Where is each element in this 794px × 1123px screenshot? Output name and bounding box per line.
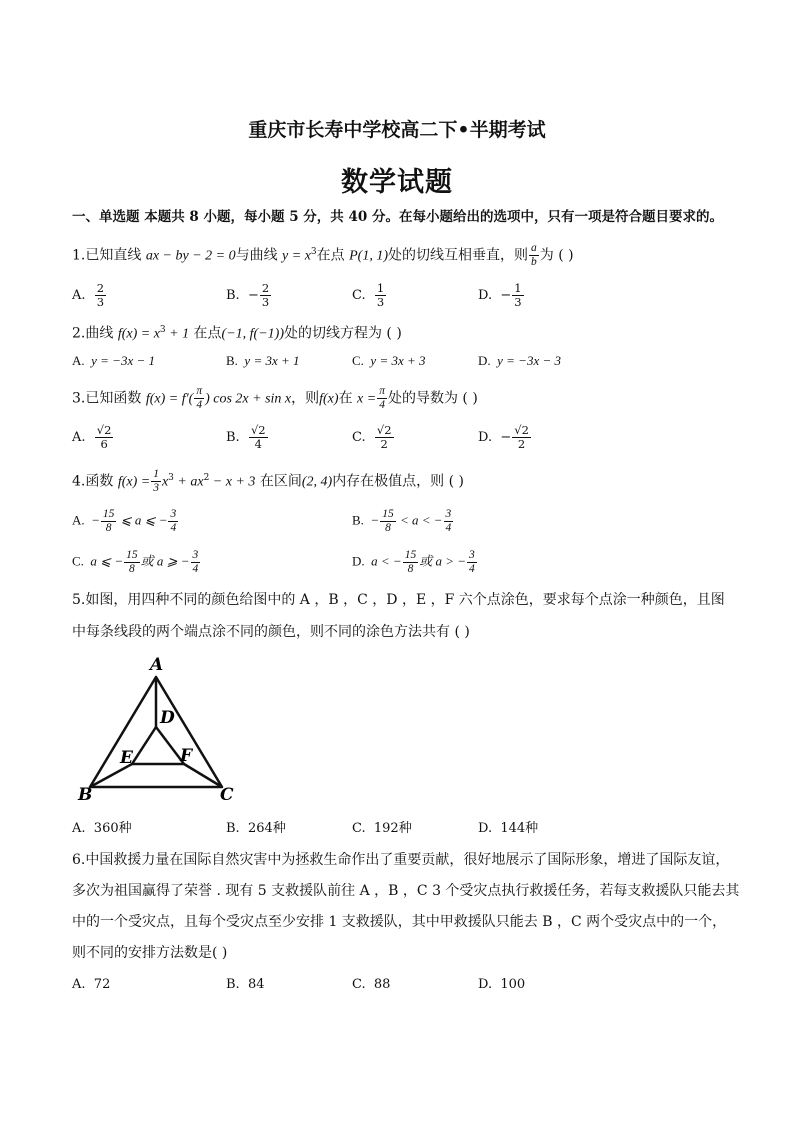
q5-option-b[interactable]: B. 264种	[226, 821, 286, 836]
q1-option-d[interactable]: D. − $\frac{1}{3}$	[478, 281, 522, 309]
q3-option-d[interactable]: D. − $\frac{√2}{2}$	[478, 423, 529, 451]
q6-option-b[interactable]: B. 84	[226, 977, 265, 992]
q3-option-c[interactable]: C. $\frac{√2}{2}$	[352, 423, 392, 451]
question-5: 5.如图，用四种不同的颜色给图中的 A ，B ，C ，D ，E ，F 六个点涂色，要求每个点涂一种颜色，且图	[72, 592, 725, 608]
question-4: 4.函数 f(x) = $\frac{1}{3}$ $x^3 + ax^2 - x + 3$ 在区间(2, 4)内存在极值点，则 ( )	[72, 468, 465, 495]
label-d: D	[160, 708, 175, 728]
label-b: B	[78, 785, 93, 805]
triangle-figure	[74, 655, 244, 805]
fraction: $\frac{a}{b}$	[531, 242, 537, 269]
q1-option-c[interactable]: C. $\frac{1}{3}$	[352, 281, 385, 309]
q4-option-d[interactable]: D. a < − $\frac{15}{8}$ 或 a > − $\frac{3}{4}$	[352, 549, 475, 575]
q6-option-d[interactable]: D. 100	[478, 977, 526, 992]
section-heading: 一、单选题 本题共 8 小题，每小题 5 分，共 40 分。在每小题给出的选项中，只有一项是符合题目要求的。	[72, 209, 723, 225]
q4-option-a[interactable]: A. − $\frac{15}{8}$ ⩽ a ⩽ − $\frac{3}{4}$	[72, 508, 177, 534]
question-6-line3: 中的一个受灾点，且每个受灾点至少安排 1 支救援队，其中甲救援队只能去 B ，C 两个受灾点中的一个，	[72, 914, 727, 930]
question-6-line2: 多次为祖国赢得了荣誉 . 现有 5 支救援队前往 A ，B ，C 3 个受灾点执行救援任务，若每支救援队只能去其	[72, 883, 740, 899]
label-e: E	[120, 748, 133, 768]
q5-option-c[interactable]: C. 192种	[352, 821, 412, 836]
q5-option-d[interactable]: D. 144种	[478, 821, 539, 836]
question-1: 1.已知直线 ax − by − 2 = 0与曲线 $y = x^3$在点 P(1, 1)处的切线互相垂直，则 $\frac{a}{b}$ 为 ( )	[72, 242, 574, 269]
q2-option-a[interactable]: A. y = −3x − 1	[72, 353, 155, 368]
q6-option-a[interactable]: A. 72	[72, 977, 111, 992]
q5-option-a[interactable]: A. 360种	[72, 821, 132, 836]
label-c: C	[220, 785, 234, 805]
q3-option-b[interactable]: B. $\frac{√2}{4}$	[226, 423, 266, 451]
question-number: 1.	[72, 247, 86, 264]
question-5-line2: 中每条线段的两个端点涂不同的颜色，则不同的涂色方法共有 ( )	[72, 624, 470, 640]
q2-option-c[interactable]: C. y = 3x + 3	[352, 353, 426, 368]
q6-option-c[interactable]: C. 88	[352, 977, 391, 992]
q4-option-c[interactable]: C. a ⩽ − $\frac{15}{8}$ 或 a ⩾ − $\frac{3}{4}$	[72, 549, 199, 575]
inner-triangle	[132, 727, 184, 764]
q2-option-b[interactable]: B. y = 3x + 1	[226, 353, 300, 368]
q4-option-b[interactable]: B. − $\frac{15}{8}$ < a < − $\frac{3}{4}$	[352, 508, 452, 534]
question-2: 2.曲线 $f(x) = x^3 + 1$ 在点(−1, f(−1))处的切线方程为 ( )	[72, 325, 402, 342]
question-6-line4: 则不同的安排方法数是( )	[72, 945, 228, 961]
q2-option-d[interactable]: D. y = −3x − 3	[478, 353, 561, 368]
label-a: A	[150, 655, 164, 675]
question-3: 3.已知函数 f(x) = f′( $\frac{\pi}{4}$ ) cos 2x + sin x，则f(x)在 x = $\frac{\pi}{4}$ 处的导数为 ( )	[72, 385, 478, 411]
q1-option-a[interactable]: A. $\frac{2}{3}$	[72, 281, 105, 309]
q1-option-b[interactable]: B. − $\frac{2}{3}$	[226, 281, 270, 309]
label-f: F	[180, 746, 193, 766]
question-6: 6.中国救援力量在国际自然灾害中为拯救生命作出了重要贡献，很好地展示了国际形象，增进了国际友谊，	[72, 852, 730, 868]
exam-school-title: 重庆市长寿中学校高二下•半期考试	[248, 119, 546, 141]
exam-subject-title: 数学试题	[341, 167, 453, 198]
q3-option-a[interactable]: A. $\frac{√2}{6}$	[72, 423, 112, 451]
